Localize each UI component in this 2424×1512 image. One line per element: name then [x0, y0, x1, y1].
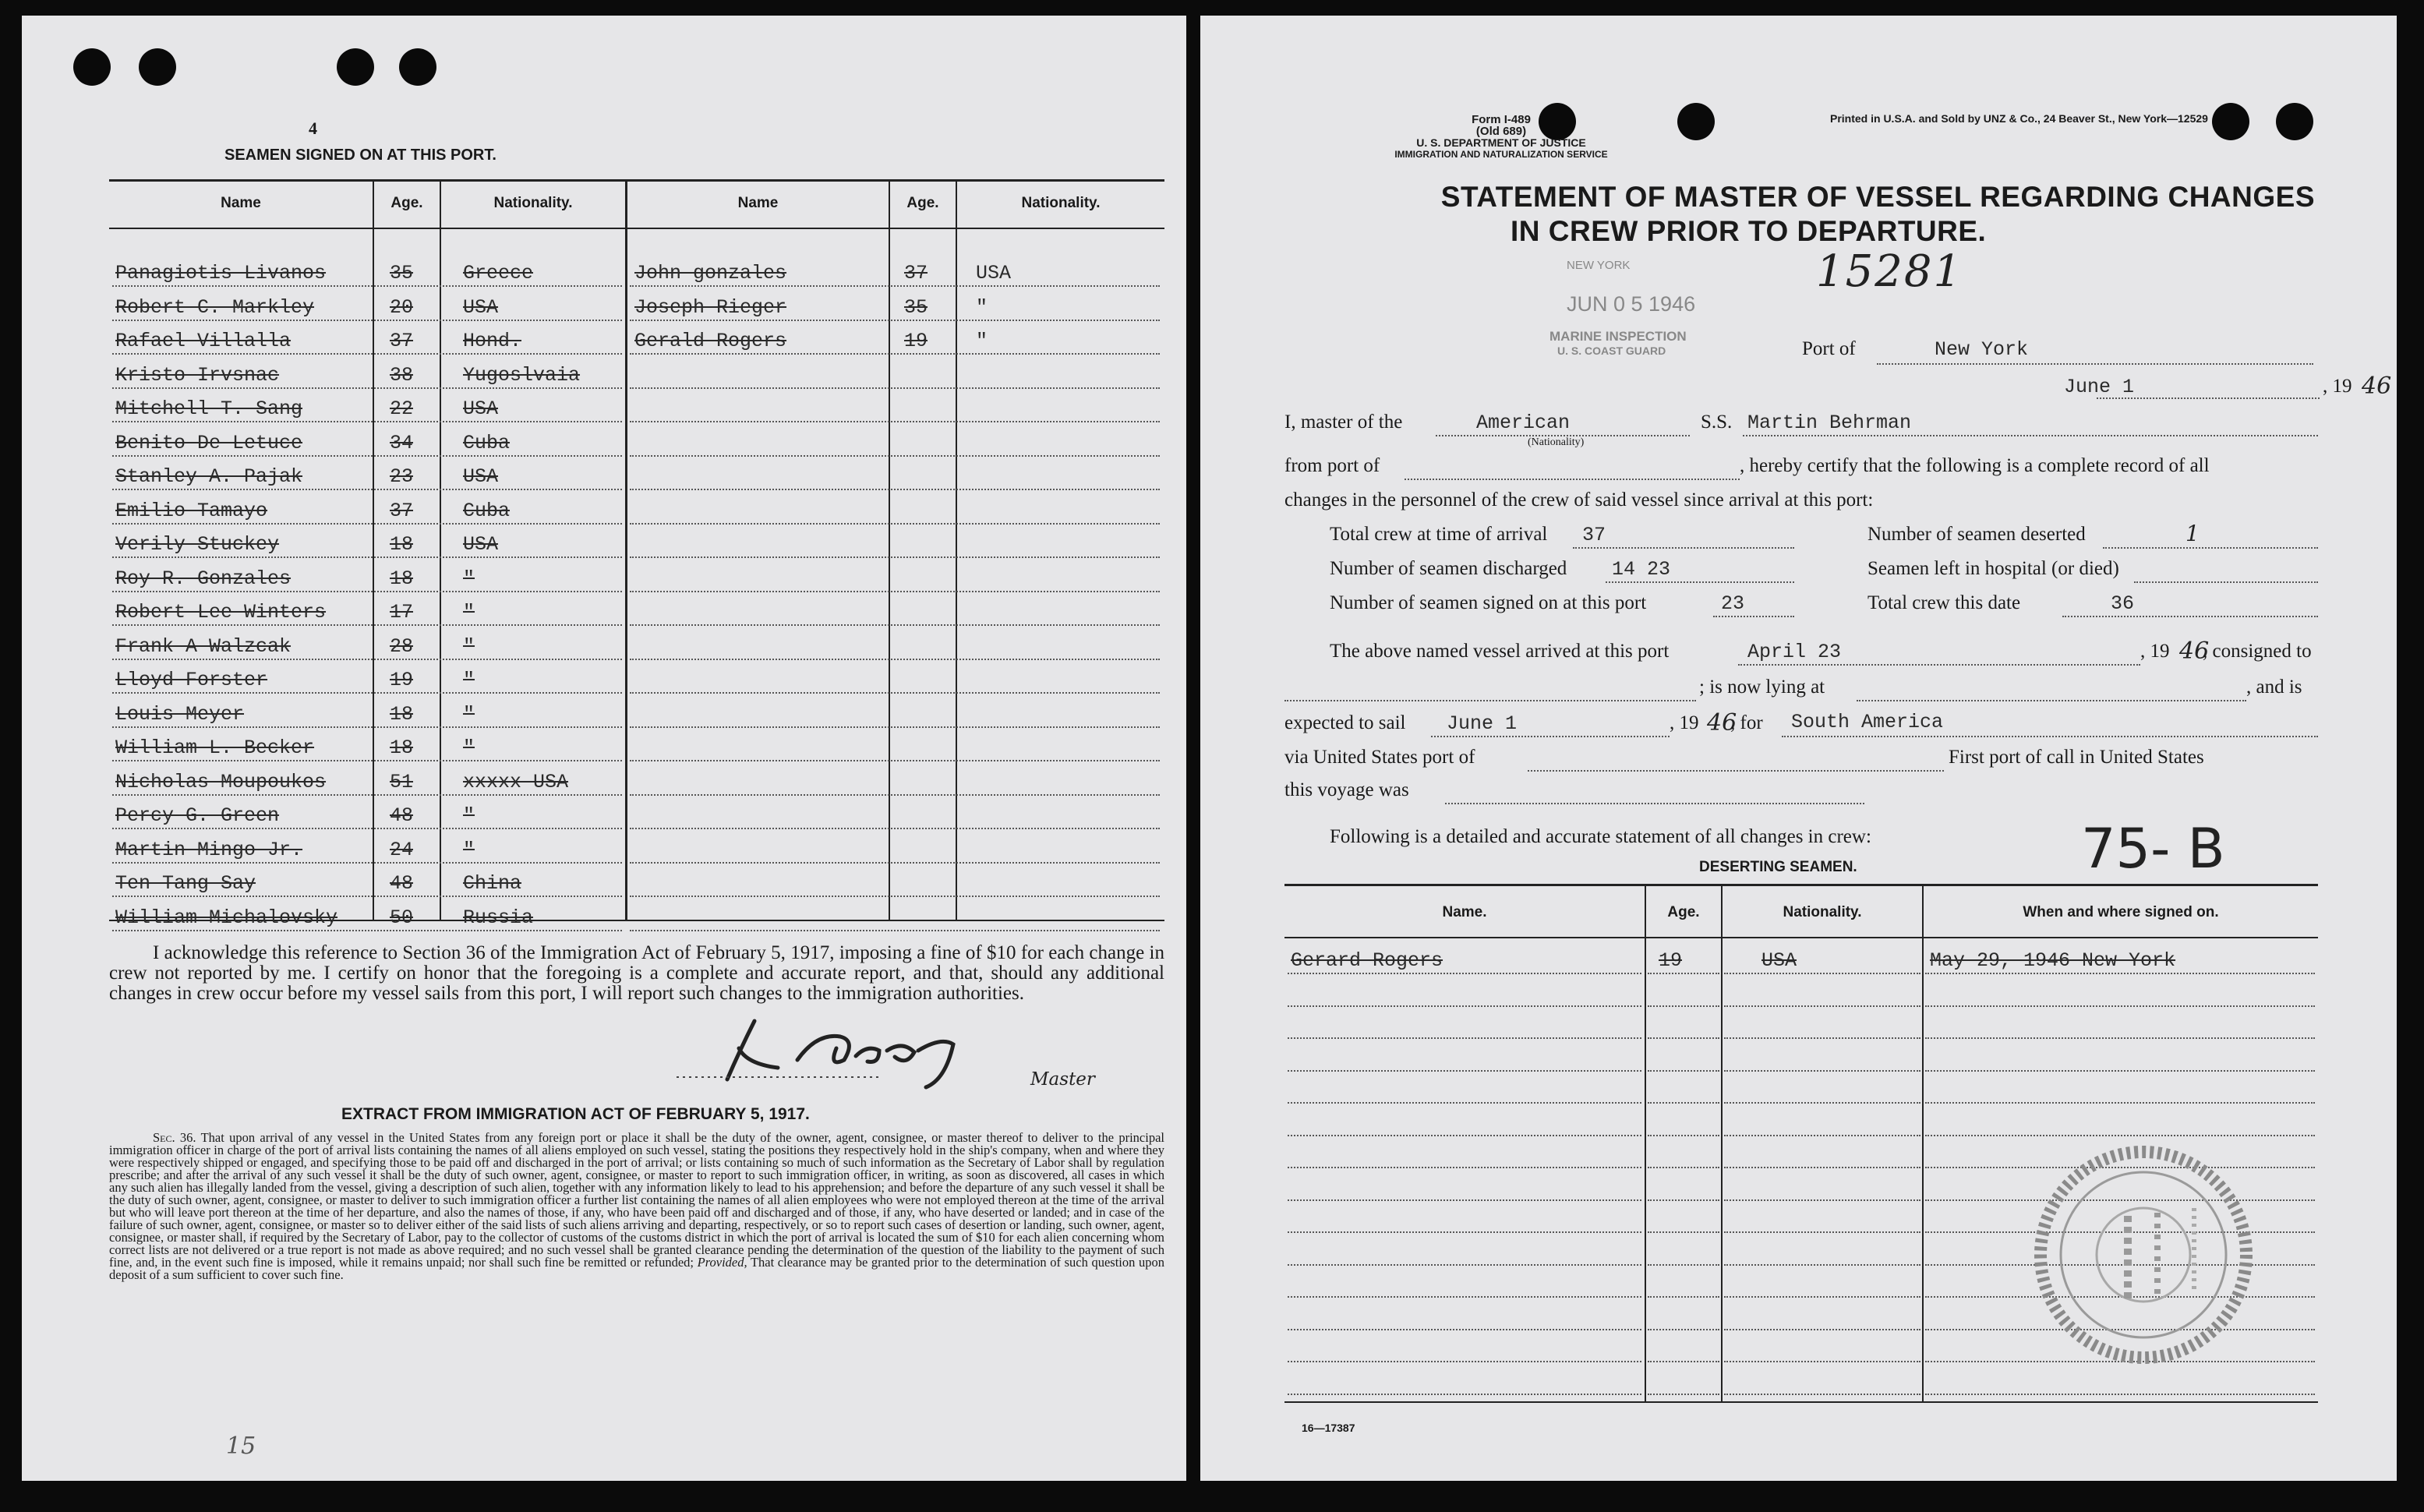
- certify-text-2: changes in the personnel of the crew of said vessel since arrival at this port:: [1284, 489, 1874, 510]
- for-value: South America: [1791, 711, 1944, 733]
- seaman-age: 51: [390, 770, 414, 793]
- seaman-name: Kristo Irvsnac: [115, 363, 280, 387]
- seaman-name: Verily Stuckey: [115, 533, 280, 556]
- seaman-age: 19: [390, 669, 414, 691]
- expected-year: 46: [1707, 709, 1737, 737]
- seaman-age: 50: [390, 906, 414, 929]
- column-divider: [1922, 884, 1924, 1403]
- row-line: [112, 353, 622, 355]
- hospital-label: Seamen left in hospital (or died): [1867, 558, 2119, 579]
- row-line: [1288, 1264, 1641, 1266]
- voyage-label: this voyage was: [1284, 779, 1409, 800]
- row-line: [1724, 1037, 1920, 1039]
- row-line: [630, 421, 1160, 422]
- punch-hole: [139, 48, 176, 86]
- seaman-name: Louis Meyer: [115, 702, 245, 726]
- row-line: [112, 624, 622, 626]
- row-line: [1724, 1264, 1920, 1266]
- seaman-name: Martin Mingo Jr.: [115, 838, 303, 861]
- seaman-name: John gonzales: [634, 262, 787, 284]
- discharged-label: Number of seamen discharged: [1330, 558, 1567, 579]
- row-line: [112, 862, 622, 864]
- seaman-age: 34: [390, 431, 414, 454]
- punch-hole: [1677, 103, 1715, 140]
- seaman-age: 17: [390, 601, 414, 624]
- seaman-nationality: USA: [463, 465, 499, 488]
- seaman-name: Ten Tang Say: [115, 872, 256, 895]
- row-line: [1648, 1005, 1719, 1007]
- seaman-name: Emilio Tamayo: [115, 499, 268, 522]
- left-page: [22, 16, 1186, 1481]
- seaman-age: 18: [390, 737, 414, 759]
- row-line: [1288, 1102, 1641, 1104]
- column-header-name: Name: [221, 195, 261, 211]
- row-line: [1724, 1167, 1920, 1168]
- total-crew-date-value: 36: [2111, 592, 2135, 615]
- seaman-age: 22: [390, 397, 414, 420]
- row-line: [112, 726, 622, 728]
- expected-year-prefix: , 19: [1670, 712, 1699, 733]
- seaman-age: 20: [390, 295, 414, 319]
- row-line: [630, 320, 1160, 321]
- seaman-name: Joseph Rieger: [634, 295, 787, 319]
- deserting-table-top-rule: [1284, 884, 2318, 886]
- stamp-date: JUN 0 5 1946: [1567, 292, 1696, 316]
- punch-hole: [2212, 103, 2249, 140]
- extract-title: EXTRACT FROM IMMIGRATION ACT OF FEBRUARY 5, 1917.: [341, 1105, 810, 1123]
- deserted-label: Number of seamen deserted: [1867, 524, 2086, 545]
- signed-on-label: Number of seamen signed on at this port: [1330, 592, 1647, 613]
- master-label: I, master of the: [1284, 412, 1403, 433]
- row-line: [630, 726, 1160, 728]
- row-line: [112, 828, 622, 829]
- row-line: [1925, 1005, 2315, 1007]
- row-line: [1648, 1329, 1719, 1330]
- row-line: [630, 353, 1160, 355]
- handwritten-code: 75- B: [2081, 817, 2225, 881]
- arrived-year-prefix: , 19: [2140, 641, 2170, 662]
- deserting-column-name: Name.: [1442, 904, 1487, 920]
- seaman-nationality: USA: [463, 295, 499, 319]
- row-line: [630, 556, 1160, 558]
- row-line: [630, 794, 1160, 796]
- row-line: [630, 523, 1160, 525]
- seaman-age: 35: [390, 262, 414, 284]
- stamp-agency: MARINE INSPECTION: [1549, 329, 1687, 344]
- row-line: [1288, 1394, 1641, 1395]
- seaman-name: Frank A Walzcak: [115, 634, 292, 658]
- via-label: via United States port of: [1284, 747, 1475, 768]
- seaman-nationality: Yugoslvaia: [463, 363, 581, 387]
- seaman-nationality: ": [463, 634, 475, 658]
- row-line: [112, 591, 622, 592]
- column-header-age: Age.: [390, 195, 423, 211]
- row-line: [1648, 1231, 1719, 1233]
- deserting-column-when-where: When and where signed on.: [2023, 904, 2219, 920]
- seaman-age: 18: [390, 702, 414, 726]
- seaman-nationality: ": [463, 702, 475, 726]
- extract-proviso: That clearance may be granted prior to the determination of such question upon deposit of a sum sufficient to cover such fine.: [109, 1255, 1164, 1282]
- seaman-nationality: ": [463, 737, 475, 759]
- column-divider: [1645, 884, 1646, 1403]
- row-line: [630, 387, 1160, 389]
- master-signature: [645, 1005, 1004, 1091]
- signature-title: Master: [1030, 1069, 1095, 1090]
- row-line: [1288, 973, 1641, 974]
- lying-label: ; is now lying at: [1699, 677, 1825, 698]
- seaman-age: 18: [390, 567, 414, 590]
- row-line: [1925, 1394, 2315, 1395]
- seaman-age: 23: [390, 465, 414, 488]
- row-line: [1288, 1135, 1641, 1136]
- row-line: [1724, 973, 1920, 974]
- seaman-name: Panagiotis Livanos: [115, 262, 327, 284]
- row-line: [112, 285, 622, 287]
- deserting-title: DESERTING SEAMEN.: [1699, 859, 1857, 875]
- from-port-label: from port of: [1284, 455, 1380, 476]
- column-header-nationality: Nationality.: [493, 195, 573, 211]
- row-line: [1648, 1167, 1719, 1168]
- seaman-age: 48: [390, 804, 414, 827]
- row-line: [1925, 973, 2315, 974]
- row-line: [1724, 1296, 1920, 1298]
- seaman-age: 19: [904, 330, 928, 352]
- seaman-nationality: Cuba: [463, 499, 511, 522]
- column-divider: [956, 179, 957, 921]
- column-divider: [373, 179, 374, 921]
- seaman-name: Mitchell T. Sang: [115, 397, 303, 420]
- seaman-name: Gerald Rogers: [634, 330, 787, 352]
- discharged-value: 14 23: [1612, 558, 1671, 581]
- inspection-stamp: [1535, 259, 1785, 357]
- extract-body: [109, 1132, 1164, 1281]
- deserting-table-header-rule: [1284, 937, 2318, 938]
- deserter-nationality: USA: [1761, 949, 1797, 972]
- page-title: SEAMEN SIGNED ON AT THIS PORT.: [224, 147, 496, 164]
- row-line: [1724, 1102, 1920, 1104]
- seaman-nationality: ": [463, 804, 475, 827]
- row-line: [1648, 1296, 1719, 1298]
- stamp-service: U. S. COAST GUARD: [1557, 344, 1666, 357]
- row-line: [112, 760, 622, 761]
- row-line: [630, 285, 1160, 287]
- form-title-line2: IN CREW PRIOR TO DEPARTURE.: [1511, 215, 1987, 247]
- deserter-name: Gerard Rogers: [1291, 949, 1443, 972]
- row-line: [1724, 1394, 1920, 1395]
- deserter-age: 19: [1659, 949, 1683, 972]
- column-divider: [1721, 884, 1723, 1403]
- table-header-rule: [109, 228, 1164, 229]
- total-crew-arrival-value: 37: [1582, 524, 1606, 546]
- row-line: [1648, 1394, 1719, 1395]
- seaman-nationality: ": [463, 601, 475, 624]
- row-line: [112, 896, 622, 897]
- seaman-nationality: Russia: [463, 906, 534, 929]
- seaman-name: Percy G. Green: [115, 804, 280, 827]
- form-old-number: (Old 689): [1475, 125, 1527, 138]
- seaman-age: 38: [390, 363, 414, 387]
- nationality-value: American: [1476, 412, 1571, 434]
- extract-section: Sec. 36.: [153, 1130, 196, 1145]
- row-line: [630, 659, 1160, 660]
- row-line: [630, 896, 1160, 897]
- acknowledgement-text: I acknowledge this reference to Section 36 of the Immigration Act of February 5, 1917, imposing a fine of $10 for each change in crew not reported by me. I certify on honor that the foregoing is a complete and accurate report, and that, should any additional changes in crew occur before my vessel sails from this port, I will report such changes to the immigration authorities.: [109, 942, 1164, 1004]
- certify-text: , hereby certify that the following is a complete record of all: [1740, 455, 2210, 476]
- row-line: [1724, 1070, 1920, 1072]
- handwritten-number: 15281: [1816, 246, 1963, 297]
- footer-code: 16—17387: [1302, 1422, 1355, 1434]
- seaman-age: 35: [904, 295, 928, 319]
- row-line: [630, 455, 1160, 457]
- deserting-column-nationality: Nationality.: [1783, 904, 1862, 920]
- row-line: [630, 591, 1160, 592]
- punch-hole: [399, 48, 436, 86]
- seaman-name: Nicholas Moupoukos: [115, 770, 327, 793]
- ss-label: S.S.: [1701, 412, 1733, 433]
- row-line: [1648, 1037, 1719, 1039]
- and-is-text: , and is: [2246, 677, 2302, 698]
- row-line: [1288, 1231, 1641, 1233]
- row-line: [1724, 1231, 1920, 1233]
- column-divider: [625, 179, 627, 921]
- punch-hole: [337, 48, 374, 86]
- arrived-value: April 23: [1747, 641, 1842, 663]
- row-line: [112, 489, 622, 490]
- first-port-label: First port of call in United States: [1949, 747, 2204, 768]
- punch-hole: [2276, 103, 2313, 140]
- for-label: , for: [1730, 712, 1763, 733]
- year-value: 46: [2362, 373, 2392, 400]
- right-page: [1200, 16, 2397, 1481]
- row-line: [112, 659, 622, 660]
- column-header-nationality: Nationality.: [1021, 195, 1101, 211]
- service: IMMIGRATION AND NATURALIZATION SERVICE: [1394, 149, 1608, 160]
- printer-imprint: Printed in U.S.A. and Sold by UNZ & Co., 24 Beaver St., New York—12529: [1830, 112, 2208, 125]
- punch-hole: [73, 48, 111, 86]
- row-line: [1724, 1199, 1920, 1201]
- seaman-nationality: ": [976, 330, 988, 352]
- deserted-value: 1: [2185, 521, 2200, 546]
- margin-note: 15: [226, 1433, 256, 1460]
- year-prefix-text: 19: [2332, 376, 2352, 397]
- row-line: [112, 794, 622, 796]
- page-number: 4: [309, 118, 317, 138]
- seaman-age: 37: [390, 499, 414, 522]
- deserting-column-age: Age.: [1667, 904, 1700, 920]
- row-line: [1648, 973, 1719, 974]
- seaman-nationality: USA: [463, 397, 499, 420]
- row-line: [1288, 1296, 1641, 1298]
- seaman-nationality: Cuba: [463, 431, 511, 454]
- arrived-year: 46: [2179, 638, 2210, 665]
- row-line: [1925, 1037, 2315, 1039]
- seaman-name: William L. Becker: [115, 737, 315, 759]
- row-line: [1288, 1329, 1641, 1330]
- row-line: [112, 455, 622, 457]
- row-line: [112, 387, 622, 389]
- vessel-name: Martin Behrman: [1747, 412, 1912, 434]
- form-title-line1: STATEMENT OF MASTER OF VESSEL REGARDING CHANGES: [1440, 181, 2315, 213]
- seaman-age: 37: [390, 330, 414, 352]
- row-line: [1288, 1037, 1641, 1039]
- circular-seal-stamp: [2011, 1138, 2291, 1372]
- extract-proviso-word: Provided,: [697, 1255, 747, 1270]
- row-line: [630, 624, 1160, 626]
- row-line: [112, 556, 622, 558]
- row-line: [630, 489, 1160, 490]
- row-line: [112, 320, 622, 321]
- seaman-name: Lloyd Forster: [115, 669, 268, 691]
- seaman-age: 28: [390, 634, 414, 658]
- expected-label: expected to sail: [1284, 712, 1406, 733]
- port-label: Port of: [1802, 338, 1856, 359]
- row-line: [1288, 1361, 1641, 1362]
- seaman-nationality: ": [463, 838, 475, 861]
- seaman-nationality: ": [463, 669, 475, 691]
- seaman-nationality: China: [463, 872, 522, 895]
- seaman-nationality: USA: [463, 533, 499, 556]
- row-line: [1648, 1135, 1719, 1136]
- department: U. S. DEPARTMENT OF JUSTICE: [1416, 136, 1586, 149]
- row-line: [1724, 1005, 1920, 1007]
- row-line: [1648, 1102, 1719, 1104]
- seaman-name: Robert C. Markley: [115, 295, 315, 319]
- seaman-age: 24: [390, 838, 414, 861]
- column-divider: [440, 179, 441, 921]
- deserter-when-where: May 29, 1946 New York: [1930, 949, 2176, 972]
- row-line: [1925, 1102, 2315, 1104]
- row-line: [630, 930, 1160, 931]
- form-header: [1392, 114, 1610, 161]
- row-line: [1724, 1329, 1920, 1330]
- table-top-rule: [109, 179, 1164, 182]
- seaman-name: Stanley A. Pajak: [115, 465, 303, 488]
- row-line: [1288, 1199, 1641, 1201]
- column-header-age: Age.: [906, 195, 939, 211]
- stamp-city: NEW YORK: [1567, 259, 1631, 272]
- total-crew-arrival-label: Total crew at time of arrival: [1330, 524, 1548, 545]
- row-line: [112, 692, 622, 694]
- seaman-nationality: ": [463, 567, 475, 590]
- seaman-name: Rafael Villalla: [115, 330, 292, 352]
- seaman-name: Benito De Letuce: [115, 431, 303, 454]
- row-line: [1724, 1135, 1920, 1136]
- column-header-name: Name: [737, 195, 779, 211]
- row-line: [112, 421, 622, 422]
- following-text: Following is a detailed and accurate statement of all changes in crew:: [1330, 826, 1871, 847]
- seaman-name: Robert Lee Winters: [115, 601, 327, 624]
- row-line: [1648, 1070, 1719, 1072]
- seaman-nationality: xxxxx USA: [463, 770, 569, 793]
- form-number: Form I-489: [1472, 113, 1531, 126]
- expected-value: June 1: [1447, 712, 1518, 735]
- seaman-name: Roy R. Gonzales: [115, 567, 292, 590]
- seaman-age: 37: [904, 262, 928, 284]
- row-line: [1288, 1167, 1641, 1168]
- row-line: [1925, 1070, 2315, 1072]
- seaman-age: 18: [390, 533, 414, 556]
- deserting-table-bottom-rule: [1284, 1401, 2318, 1403]
- row-line: [112, 523, 622, 525]
- seaman-age: 48: [390, 872, 414, 895]
- total-crew-date-label: Total crew this date: [1867, 592, 2021, 613]
- seaman-nationality: USA: [976, 262, 1012, 284]
- row-line: [1648, 1361, 1719, 1362]
- extract-text: That upon arrival of any vessel in the United States from any foreign port or place it shall be the duty of the owner, agent, consignee, or master thereof to deliver to the principal immigration officer in charge of the port of arrival lists containing the names of all aliens employed on such vessel, stating the positions they respectively hold in the ship's company, when and where they were respectively shipped or engaged, and specifying those to be paid off and discharged in the port of arrival; or lists containing so much of such information as the Secretary of Labor shall by regulation prescribe; and after the arrival of any such vessel it shall be the duty of such owner, agent, consignee, or master to report to such immigration officer, in writing, as soon as discovered, all cases in which any such alien has illegally landed from the vessel, giving a description of such alien, together with any information likely to lead to his apprehension; and before the departure of any such vessel it shall be the duty of such owner, agent, consignee, or master to deliver to such immigration officer a further list containing the names of all alien employees who were not employed thereon at the time of the arrival but who will leave port thereon at the time of her departure, and also the names of those, if any, who have been paid off and discharged and of those, if any, who have deserted or landed; and in case of the failure of such owner, agent, consignee, or master so to deliver either of the said lists of such aliens arriving and departing, respectively, or so to report such cases of desertion or landing, such owner, agent, consignee, or master shall, if required by the Secretary of Labor, pay to the collector of customs of the customs district in which the port of arrival is located the sum of $10 for each alien concerning whom correct lists are not delivered or a true report is not made as above required; and no such vessel shall be granted clearance pending the determination of the question of the liability to the payment of such fine, and, in the event such fine is imposed, while it remains unpaid; nor shall such fine be remitted or refunded;: [109, 1130, 1165, 1270]
- row-line: [630, 862, 1160, 864]
- row-line: [112, 930, 622, 931]
- row-line: [1648, 1264, 1719, 1266]
- port-value: New York: [1935, 338, 2029, 361]
- column-divider: [889, 179, 890, 921]
- seaman-nationality: ": [976, 295, 988, 319]
- row-line: [1648, 1199, 1719, 1201]
- nationality-caption: (Nationality): [1528, 436, 1585, 448]
- consigned-label: , consigned to: [2203, 641, 2312, 662]
- seaman-nationality: Hond.: [463, 330, 522, 352]
- year-prefix: , 19: [2323, 376, 2352, 397]
- row-line: [1925, 1135, 2315, 1136]
- row-line: [630, 692, 1160, 694]
- seaman-nationality: Greece: [463, 262, 534, 284]
- signed-on-value: 23: [1721, 592, 1745, 615]
- arrived-label: The above named vessel arrived at this port: [1330, 641, 1670, 662]
- row-line: [630, 828, 1160, 829]
- date-value: June 1: [2064, 376, 2135, 398]
- row-line: [1724, 1361, 1920, 1362]
- seaman-name: William Michalovsky: [115, 906, 338, 929]
- row-line: [1288, 1005, 1641, 1007]
- row-line: [1288, 1070, 1641, 1072]
- row-line: [630, 760, 1160, 761]
